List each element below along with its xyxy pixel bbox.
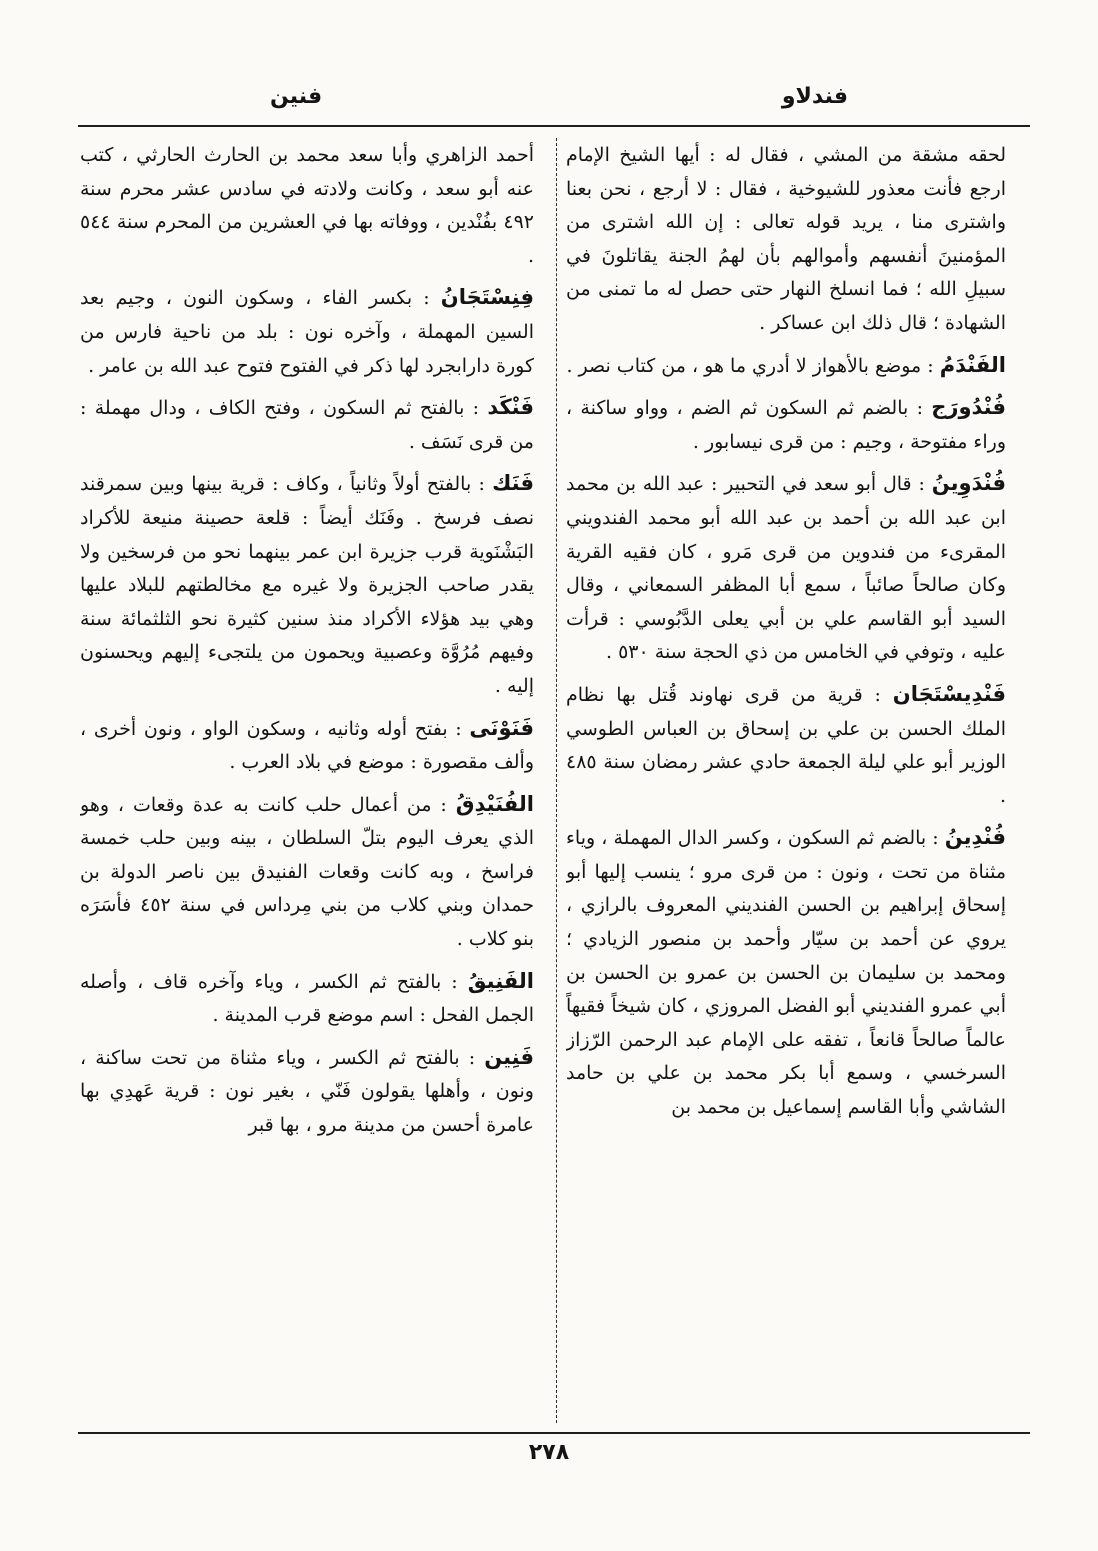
headword: فَنْدِيسْتَجَان bbox=[892, 681, 1006, 706]
bottom-rule bbox=[78, 1432, 1030, 1434]
entry-text: : من أعمال حلب كانت به عدة وقعات ، وهو الذي يعرف اليوم بتلّ السلطان ، بينه وبين حلب خمسة فراسخ ، وبه كانت وقعات الفنيدق بين ناصر الدولة بن حمدان وبني كلاب من بني مِرداس في سنة ٤٥٢ فأسَرَه بنو كلاب . bbox=[80, 793, 534, 951]
headword: فِنِسْتَجَانُ bbox=[440, 285, 534, 310]
entry bbox=[80, 965, 534, 1033]
entry-text: : بالفتح ثم الكسر ، وياء وآخره قاف ، وأصله الجمل الفحل : اسم موضع قرب المدينة . bbox=[80, 970, 534, 1027]
page-number: ٢٧٨ bbox=[528, 1440, 570, 1465]
headword: فَنَوْنَى bbox=[469, 715, 534, 740]
headword: الفُنَيْدِقُ bbox=[455, 791, 534, 816]
entry bbox=[566, 467, 1006, 670]
entry-text: : قرية من قرى نهاوند قُتل بها نظام الملك الحسن بن علي بن إسحاق بن العباس الطوسي الوزير أبو علي ليلة الجمعة حادي عشر رمضان سنة ٤٨٥ . bbox=[566, 683, 1006, 807]
entry-text: أحمد الزاهري وأبا سعد محمد بن الحارث الحارثي ، كتب عنه أبو سعد ، وكانت ولادته في سادس عشر محرم سنة ٤٩٢ بفُنْدين ، ووفاته بها في العشرين من المحرم سنة ٥٤٤ . bbox=[80, 144, 534, 267]
entry-text: لحقه مشقة من المشي ، فقال له : أيها الشيخ الإمام ارجع فأنت معذور للشيوخية ، فقال : لا أرجع ، نحن بعنا واشترى منا ، يريد قوله تعالى : إن الله اشترى من المؤمنينَ أنفسهم وأموالهم بأن لهمُ الجنة يقاتلونَ في سبيلِ الله ؛ فما انسلخ النهار حتى حصل له ما تمنى من الشهادة ؛ قال ذلك ابن عساكر . bbox=[566, 144, 1006, 334]
entry bbox=[566, 138, 1006, 341]
entry bbox=[566, 349, 1006, 384]
entry bbox=[80, 391, 534, 459]
entry-text: : موضع بالأهواز لا أدري ما هو ، من كتاب نصر . bbox=[566, 354, 940, 377]
entry bbox=[80, 1041, 534, 1143]
column-divider bbox=[556, 138, 558, 1423]
headword: فَنَك bbox=[492, 471, 534, 496]
entry bbox=[80, 138, 534, 273]
right-column bbox=[566, 138, 1006, 1423]
entry bbox=[80, 712, 534, 780]
entry-text: : بالفتح أولاً وثانياً ، وكاف : قرية بينها وبين سمرقند نصف فرسخ . وفَنَك أيضاً : قلعة حصينة منيعة للأكراد البَشْنَوية قرب جزيرة ابن عمر بينهما نحو من فرسخين ولا يقدر صاحب الجزيرة ولا غيره مع مخالطتهم للبلاد عليها وهي بيد هؤلاء الأكراد منذ سنين كثيرة نحو الثلثمائة سنة وفيهم مُرُوَّة وعصبية ويحمون من يلتجىء إليهم ويحسنون إليه . bbox=[80, 473, 534, 697]
running-head-left: فنين bbox=[270, 84, 323, 109]
top-rule bbox=[78, 125, 1030, 127]
headword: الفَنْدَمُ bbox=[939, 352, 1006, 377]
entry-text: : بكسر الفاء ، وسكون النون ، وجيم بعد السين المهملة ، وآخره نون : بلد من ناحية فارس من كورة دارابجرد لها ذكر في الفتوح فتوح عبد الله بن عامر . bbox=[80, 287, 534, 377]
entry bbox=[566, 678, 1006, 813]
entry-text: : بفتح أوله وثانيه ، وسكون الواو ، ونون أخرى ، وألف مقصورة : موضع في بلاد العرب . bbox=[80, 717, 534, 774]
headword: فَنِين bbox=[484, 1044, 534, 1069]
entry bbox=[80, 467, 534, 703]
headword: فُنْدَوِينُ bbox=[931, 471, 1006, 496]
left-column bbox=[80, 138, 534, 1423]
entry-text: : بالضم ثم السكون ، وكسر الدال المهملة ، وياء مثناة من تحت ، ونون : من قرى مرو ؛ ينسب إليها أبو إسحاق إبراهيم بن الحسن الفنديني المعروف بالرازي ، يروي عن أحمد بن سيّار وأحمد بن منصور الزيادي ؛ ومحمد بن سليمان بن الحسن بن عمرو بن الحسن بن أبي عمرو الفنديني أبو الفضل المروزي ، كان شيخاً فقيهاً عالماً صالحاً قانعاً ، تفقه على الإمام عبد الرحمن الرّزاز السرخسي ، وسمع أبا بكر محمد بن علي بن حامد الشاشي وأبا القاسم إسماعيل بن محمد بن bbox=[566, 827, 1006, 1119]
headword: الفَنِيقُ bbox=[467, 968, 534, 993]
entry bbox=[566, 391, 1006, 459]
entry-text: : بالفتح ثم السكون ، وفتح الكاف ، ودال مهملة : من قرى نَسَف . bbox=[80, 397, 534, 453]
entry-text: : بالفتح ثم الكسر ، وياء مثناة من تحت ساكنة ، ونون ، وأهلها يقولون فَنّي ، بغير نون : قرية عَهدِي بها عامرة أحسن من مدينة مرو ، بها قبر bbox=[80, 1046, 534, 1137]
entry bbox=[80, 788, 534, 957]
headword: فَنْكَد bbox=[487, 395, 534, 420]
entry-text: : قال أبو سعد في التحبير : عبد الله بن محمد ابن عبد الله بن أحمد بن عبد الله أبو محمد الفندويني المقرىء من فندوين من قرى مَرو ، كان فقيه القرية وكان صالحاً صائباً ، سمع أبا المظفر السمعاني ، وقال السيد أبو القاسم علي بن أبي يعلى الدَّبُوسي : قرأت عليه ، وتوفي في الخامس من ذي الحجة سنة ٥٣٠ . bbox=[566, 473, 1006, 664]
entry-text: : بالضم ثم السكون ثم الضم ، وواو ساكنة ، وراء مفتوحة ، وجيم : من قرى نيسابور . bbox=[566, 397, 1006, 453]
headword: فُنْدِينُ bbox=[944, 825, 1006, 850]
running-head-right: فندلاو bbox=[781, 84, 848, 109]
entry bbox=[566, 821, 1006, 1124]
entry bbox=[80, 281, 534, 383]
headword: فُنْدُورَج bbox=[931, 395, 1006, 420]
